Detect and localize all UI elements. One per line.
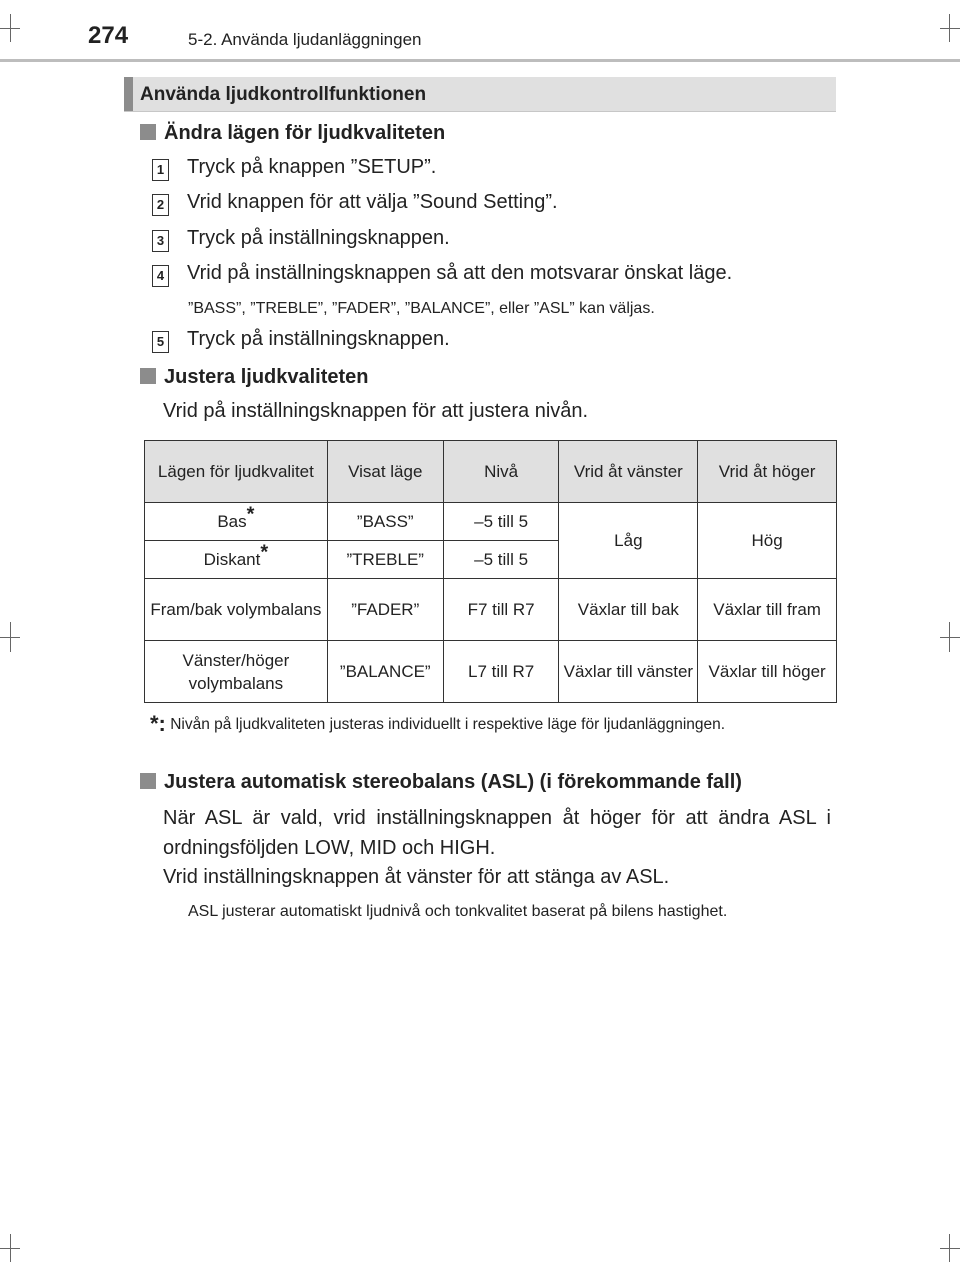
step-text: Tryck på inställningsknappen.: [187, 328, 450, 350]
page-number: 274: [88, 22, 129, 49]
sound-quality-table: [144, 440, 837, 703]
square-bullet-icon: [140, 124, 156, 140]
square-bullet-icon: [140, 368, 156, 384]
table-header: Nivå: [443, 441, 559, 503]
section-title: Använda ljudkontrollfunktionen: [140, 84, 427, 105]
step-number: 1: [152, 159, 169, 181]
table-row: [145, 641, 837, 703]
step-4-note: ”BASS”, ”TREBLE”, ”FADER”, ”BALANCE”, eller ”ASL” kan väljas.: [188, 300, 655, 317]
crop-mark: [10, 622, 11, 652]
table-cell-level: –5 till 5: [443, 503, 559, 541]
table-cell-mode: Fram/bak volymbalans: [145, 579, 328, 641]
crop-mark: [949, 1234, 950, 1262]
subheading-text: Justera ljudkvaliteten: [164, 366, 369, 388]
subheading-text: Ändra lägen för ljudkvaliteten: [164, 122, 446, 144]
chapter-title: 5-2. Använda ljudanläggningen: [188, 30, 422, 49]
asl-paragraph-1: När ASL är vald, vrid inställningsknappen åt höger för att ändra ASL i ordningsföljden LOW, MID och HIGH.: [163, 807, 831, 859]
table-row: [145, 579, 837, 641]
asl-paragraph-2: Vrid inställningsknappen åt vänster för att stänga av ASL.: [163, 866, 670, 888]
table-cell-level: F7 till R7: [443, 579, 559, 641]
footnote-text: Nivån på ljudkvaliteten justeras individuellt i respektive läge för ljudanläggningen.: [170, 716, 726, 733]
table-footnote: [150, 712, 830, 737]
footnote-marker: *:: [150, 711, 166, 736]
table-header: Lägen för ljudkvalitet: [145, 441, 328, 503]
table-cell-level: L7 till R7: [443, 641, 559, 703]
section-accent: [124, 77, 133, 111]
asterisk: *: [246, 503, 255, 526]
table-cell-display: ”FADER”: [327, 579, 443, 641]
crop-mark: [10, 14, 11, 42]
subheading-asl: [140, 771, 742, 794]
step-text: Tryck på inställningsknappen.: [187, 227, 450, 249]
subheading-change-modes: [140, 122, 445, 145]
crop-mark: [949, 622, 950, 652]
subheading-adjust-quality: [140, 366, 369, 389]
table-header: Vrid åt höger: [698, 441, 837, 503]
asl-note: ASL justerar automatiskt ljudnivå och tonkvalitet baserat på bilens hastighet.: [188, 903, 728, 920]
crop-mark: [10, 1234, 11, 1262]
table-cell-mode: Diskant*: [145, 541, 328, 579]
table-header: Vrid åt vänster: [559, 441, 698, 503]
subheading-text: Justera automatisk stereobalans (ASL) (i förekommande fall): [164, 771, 742, 793]
table-cell-display: ”BALANCE”: [327, 641, 443, 703]
table-row: [145, 503, 837, 541]
table-cell-left: Låg: [559, 503, 698, 579]
table-cell-right: Växlar till höger: [698, 641, 837, 703]
step-number: 4: [152, 265, 169, 287]
crop-mark: [949, 14, 950, 42]
crop-mark: [940, 1248, 960, 1249]
section-header: [124, 77, 836, 112]
step-number: 3: [152, 230, 169, 252]
table-cell-mode: Vänster/höger volymbalans: [145, 641, 328, 703]
table-cell-display: ”BASS”: [327, 503, 443, 541]
step-number: 2: [152, 194, 169, 216]
table-cell-left: Växlar till vänster: [559, 641, 698, 703]
table-cell-right: Växlar till fram: [698, 579, 837, 641]
step-text: Vrid knappen för att välja ”Sound Setting”.: [187, 191, 558, 213]
table-header-row: [145, 441, 837, 503]
table-cell-right: Hög: [698, 503, 837, 579]
step-number: 5: [152, 331, 169, 353]
step-text: Tryck på knappen ”SETUP”.: [187, 156, 437, 178]
table-cell-left: Växlar till bak: [559, 579, 698, 641]
table-header: Visat läge: [327, 441, 443, 503]
crop-mark: [940, 637, 960, 638]
asterisk: *: [260, 541, 269, 564]
header-rule: [0, 59, 960, 62]
table-cell-mode: Bas*: [145, 503, 328, 541]
table-cell-display: ”TREBLE”: [327, 541, 443, 579]
crop-mark: [940, 28, 960, 29]
square-bullet-icon: [140, 773, 156, 789]
step-text: Vrid på inställningsknappen så att den motsvarar önskat läge.: [187, 262, 733, 284]
table-cell-level: –5 till 5: [443, 541, 559, 579]
adjust-quality-text: Vrid på inställningsknappen för att justera nivån.: [163, 400, 589, 422]
